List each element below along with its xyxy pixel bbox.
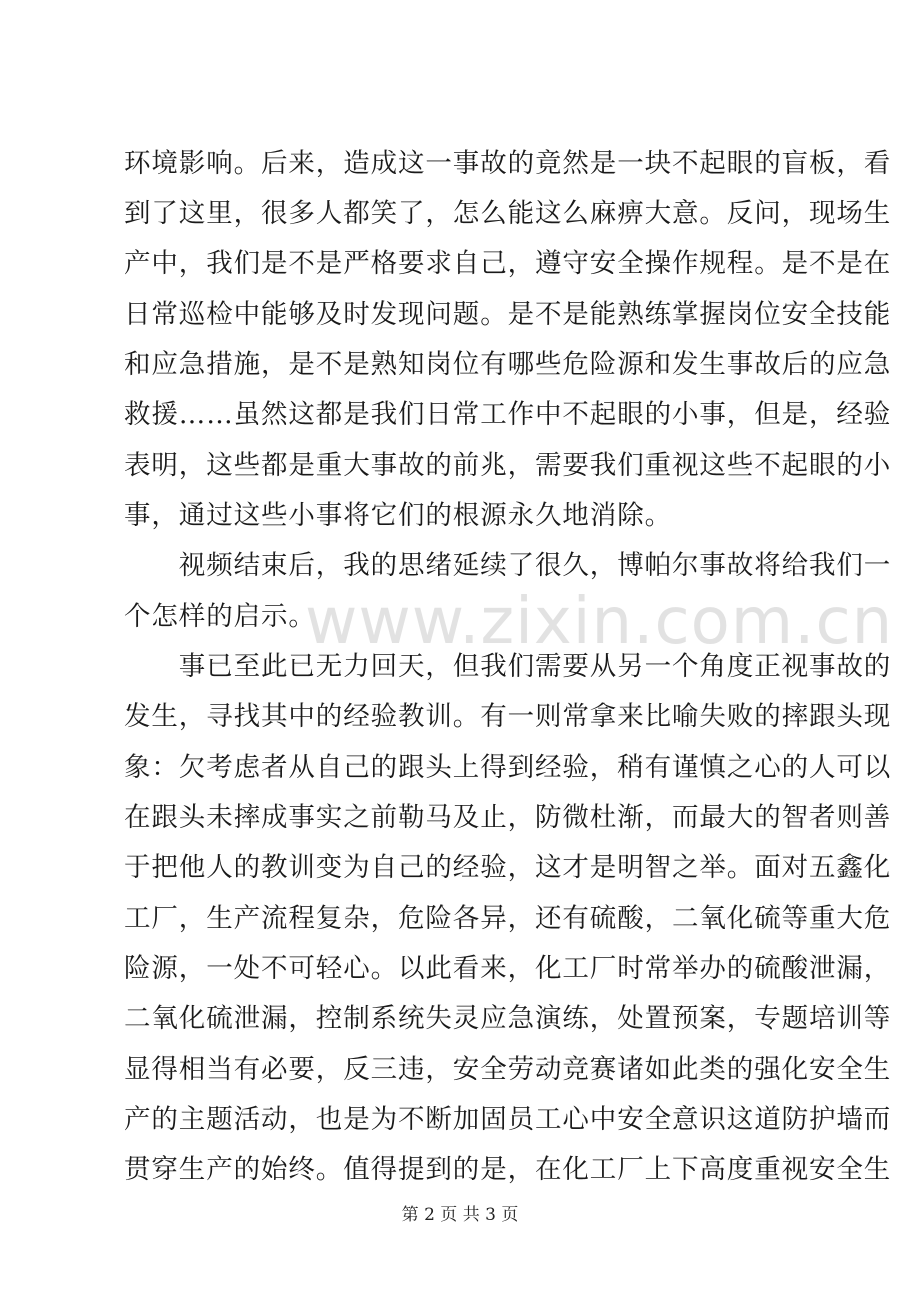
text-line: 个怎样的启示。: [124, 601, 316, 632]
text-line: 到了这里，很多人都笑了，怎么能这么麻痹大意。反问，现场生: [124, 198, 892, 229]
text-line: 在跟头未摔成事实之前勒马及止，防微杜渐，而最大的智者则善: [124, 802, 892, 833]
text-line: 事已至此已无力回天，但我们需要从另一个角度正视事故的: [124, 651, 892, 682]
text-line: 工厂，生产流程复杂，危险各异，还有硫酸，二氧化硫等重大危: [124, 903, 892, 934]
text-line: 视频结束后，我的思绪延续了很久，博帕尔事故将给我们一: [124, 550, 892, 581]
text-line: 事，通过这些小事将它们的根源永久地消除。: [124, 500, 672, 531]
text-line: 象：欠考虑者从自己的跟头上得到经验，稍有谨慎之心的人可以: [124, 752, 892, 783]
text-line: 表明，这些都是重大事故的前兆，需要我们重视这些不起眼的小: [124, 450, 892, 481]
text-line: 险源，一处不可轻心。以此看来，化工厂时常举办的硫酸泄漏，: [124, 953, 892, 984]
watermark: www.zixin.com.cn: [305, 585, 894, 659]
text-line: 发生，寻找其中的经验教训。有一则常拿来比喻失败的摔跟头现: [124, 701, 892, 732]
text-line: 于把他人的教训变为自己的经验，这才是明智之举。面对五鑫化: [124, 852, 892, 883]
text-line: 产中，我们是不是严格要求自己，遵守安全操作规程。是不是在: [124, 248, 892, 279]
text-line: 救援……虽然这都是我们日常工作中不起眼的小事，但是，经验: [124, 399, 892, 430]
text-line: 日常巡检中能够及时发现问题。是不是能熟练掌握岗位安全技能: [124, 299, 892, 330]
text-line: 二氧化硫泄漏，控制系统失灵应急演练，处置预案，专题培训等: [124, 1003, 892, 1034]
text-line: 产的主题活动，也是为不断加固员工心中安全意识这道防护墙而: [124, 1104, 892, 1135]
page-footer: 第 2 页 共 3 页: [401, 1205, 519, 1225]
text-line: 贯穿生产的始终。值得提到的是，在化工厂上下高度重视安全生: [124, 1154, 892, 1185]
text-line: 和应急措施，是不是熟知岗位有哪些危险源和发生事故后的应急: [124, 349, 892, 380]
text-line: 显得相当有必要，反三违，安全劳动竞赛诸如此类的强化安全生: [124, 1054, 892, 1085]
text-line: 环境影响。后来，造成这一事故的竟然是一块不起眼的盲板，看: [124, 148, 892, 179]
